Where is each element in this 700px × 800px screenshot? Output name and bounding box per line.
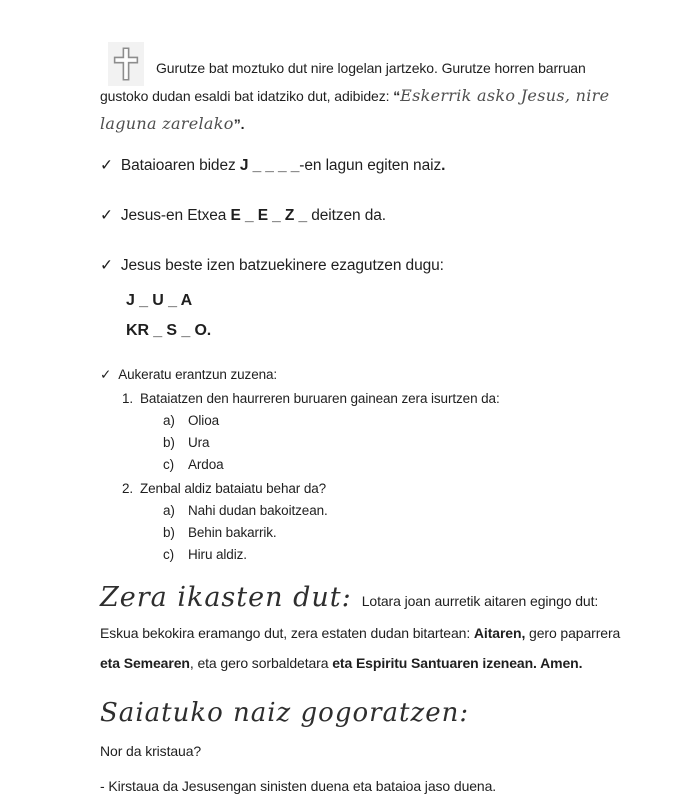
fill-in-line: KR _ S _ O. <box>126 322 212 339</box>
question-row <box>100 478 622 500</box>
question-text: Zenbal aldiz bataiatu behar da? <box>140 481 327 496</box>
checkmark-icon: ✓ <box>100 257 113 274</box>
check-item <box>100 154 622 178</box>
cross-icon <box>108 42 144 86</box>
fill-in-line: J _ U _ A <box>126 292 193 309</box>
text-segment: Jesus-en Etxea <box>120 207 231 224</box>
intro-paragraph <box>100 54 622 138</box>
question-number: 2. <box>122 481 134 496</box>
checklist <box>100 154 622 278</box>
text-segment: Aitaren, <box>473 625 526 641</box>
option-text: Ardoa <box>188 457 224 472</box>
text-segment: “ <box>393 88 401 104</box>
text-segment: Bataioaren bidez <box>120 157 240 174</box>
option-letter: a) <box>163 413 175 428</box>
text-segment: . <box>441 157 446 174</box>
quiz-section <box>100 364 622 566</box>
text-segment: eta Semearen <box>100 655 190 671</box>
option-row <box>100 500 622 522</box>
option-text: Hiru aldiz. <box>188 547 247 562</box>
option-row <box>100 410 622 432</box>
text-segment: gero paparrera <box>525 625 621 641</box>
option-text: Ura <box>188 435 210 450</box>
question-row <box>100 388 622 410</box>
text-segment: Eskerrik asko Jesus, nire laguna zarelako <box>100 86 610 133</box>
text-segment: Lotara joan aurretik aitaren egingo dut: Eskua bekokira eramango dut, zera estaten dudan bitartean: <box>100 593 599 641</box>
cross-icon-glyph <box>112 45 140 83</box>
option-letter: c) <box>163 457 175 472</box>
text-segment: J _ _ _ _ <box>239 157 300 174</box>
quiz-heading <box>100 364 622 386</box>
option-row <box>100 544 622 566</box>
option-text: Behin bakarrik. <box>188 525 277 540</box>
text-segment: ”. <box>233 116 245 132</box>
option-text: Nahi dudan bakoitzean. <box>188 503 328 518</box>
check-text <box>121 257 444 274</box>
option-letter: c) <box>163 547 175 562</box>
section-heading-learn: Zera ikasten dut: <box>100 582 352 613</box>
option-text: Olioa <box>188 413 220 428</box>
option-letter: b) <box>163 435 175 450</box>
intro-text <box>100 54 622 138</box>
remember-question: Nor da kristaua? <box>100 743 202 759</box>
text-segment: E _ E _ Z _ <box>230 207 307 224</box>
remember-answer: - Kirstaua da Jesusengan sinisten duena eta bataioa jaso duena. <box>100 778 497 794</box>
check-text <box>121 207 386 224</box>
text-segment: deitzen da. <box>307 207 386 224</box>
fill-in-lines <box>126 286 622 346</box>
option-row <box>100 454 622 476</box>
question-number: 1. <box>122 391 134 406</box>
option-letter: b) <box>163 525 175 540</box>
question-text: Bataiatzen den haurreren buruaren gainean zera isurtzen da: <box>140 391 500 406</box>
text-segment: Jesus beste izen batzuekinere ezagutzen dugu: <box>120 257 444 274</box>
text-segment: Gurutze bat moztuko dut nire logelan jartzeko. Gurutze horren barruan gustoko dudan esaldi bat idatziko dut, adibidez: <box>100 60 586 104</box>
learn-paragraph <box>100 578 622 678</box>
text-segment: -en lagun egiten naiz <box>299 157 442 174</box>
text-segment: eta Espiritu Santuaren izenean. Amen. <box>332 655 583 671</box>
quiz-heading-text: Aukeratu erantzun zuzena: <box>118 367 278 382</box>
checkmark-icon: ✓ <box>100 157 113 174</box>
check-item <box>100 204 622 228</box>
option-row <box>100 432 622 454</box>
option-letter: a) <box>163 503 175 518</box>
option-row <box>100 522 622 544</box>
section-heading-remember: Saiatuko naiz gogoratzen: <box>100 698 470 728</box>
text-segment: , eta gero sorbaldetara <box>189 655 333 671</box>
check-text <box>121 157 445 174</box>
checkmark-icon: ✓ <box>100 367 112 382</box>
check-item <box>100 254 622 278</box>
checkmark-icon: ✓ <box>100 207 113 224</box>
